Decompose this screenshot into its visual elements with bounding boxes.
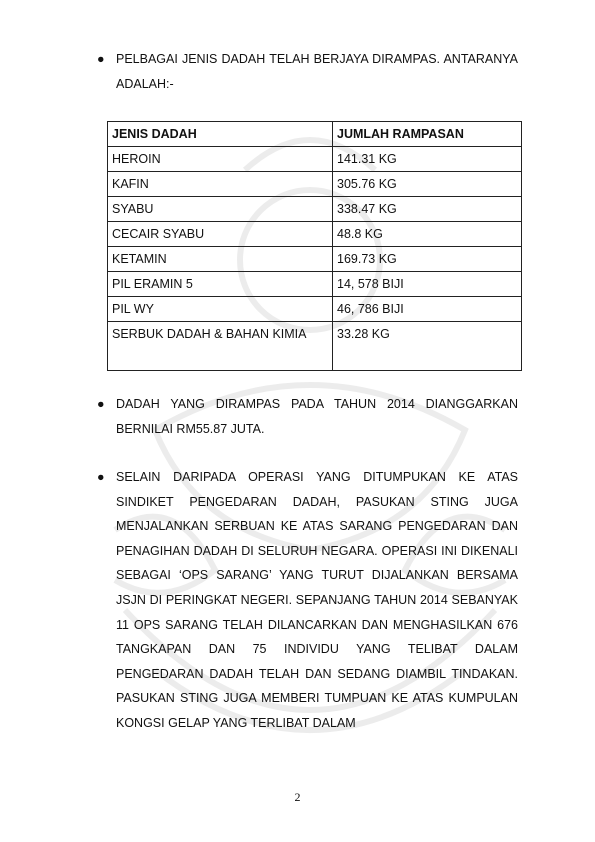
table-header-cell: JENIS DADAH (108, 122, 333, 147)
table-header-row (108, 122, 522, 147)
drug-type-cell: KETAMIN (108, 247, 333, 272)
seizure-amount-cell: 48.8 KG (333, 222, 522, 247)
paragraph-value: DADAH YANG DIRAMPAS PADA TAHUN 2014 DIANGGARKAN BERNILAI RM55.87 JUTA. (116, 397, 518, 436)
page-number: 2 (294, 790, 301, 804)
bullet-icon: ● (97, 397, 105, 411)
bullet-icon: ● (97, 52, 105, 66)
drug-type-cell: SERBUK DADAH & BAHAN KIMIA (108, 322, 333, 371)
table-row (108, 297, 522, 322)
drug-type-cell: KAFIN (108, 172, 333, 197)
table-row (108, 197, 522, 222)
seizure-amount-cell: 305.76 KG (333, 172, 522, 197)
seizure-amount-cell: 338.47 KG (333, 197, 522, 222)
paragraph-ops-sarang: SELAIN DARIPADA OPERASI YANG DITUMPUKAN KE ATAS SINDIKET PENGEDARAN DADAH, PASUKAN STING JUGA MENJALANKAN SERBUAN KE ATAS SARANG PENGEDARAN DAN PENAGIHAN DADAH DI SELURUH NEGARA. OPERASI INI DIKENALI SEBAGAI ‘OPS SARANG’ YANG TURUT DIJALANKAN BERSAMA JSJN DI PERINGKAT NEGERI. SEPANJANG TAHUN 2014 SEBANYAK 11 OPS SARANG TELAH DILANCARKAN DAN MENGHASILKAN 676 TANGKAPAN DAN 75 INDIVIDU YANG TELIBAT DALAM PENGEDARAN DADAH TELAH DAN SEDANG DIAMBIL TINDAKAN. PASUKAN STING JUGA MEMBERI TUMPUAN KE ATAS KUMPULAN KONGSI GELAP YANG TERLIBAT DALAM (116, 470, 518, 730)
seizure-amount-cell: 46, 786 BIJI (333, 297, 522, 322)
table-row (108, 147, 522, 172)
drug-type-cell: SYABU (108, 197, 333, 222)
table-row (108, 322, 522, 371)
seizure-amount-cell: 141.31 KG (333, 147, 522, 172)
table-row (108, 272, 522, 297)
drug-type-cell: PIL WY (108, 297, 333, 322)
drug-type-cell: HEROIN (108, 147, 333, 172)
table-header-cell: JUMLAH RAMPASAN (333, 122, 522, 147)
bullet-icon: ● (97, 470, 105, 484)
drug-type-cell: PIL ERAMIN 5 (108, 272, 333, 297)
seizure-amount-cell: 14, 578 BIJI (333, 272, 522, 297)
table-row (108, 172, 522, 197)
drug-type-cell: CECAIR SYABU (108, 222, 333, 247)
table-row (108, 222, 522, 247)
paragraph-intro: PELBAGAI JENIS DADAH TELAH BERJAYA DIRAMPAS. ANTARANYA ADALAH:- (116, 52, 518, 91)
seizure-table (107, 121, 522, 371)
table-row (108, 247, 522, 272)
seizure-amount-cell: 169.73 KG (333, 247, 522, 272)
seizure-amount-cell: 33.28 KG (333, 322, 522, 371)
